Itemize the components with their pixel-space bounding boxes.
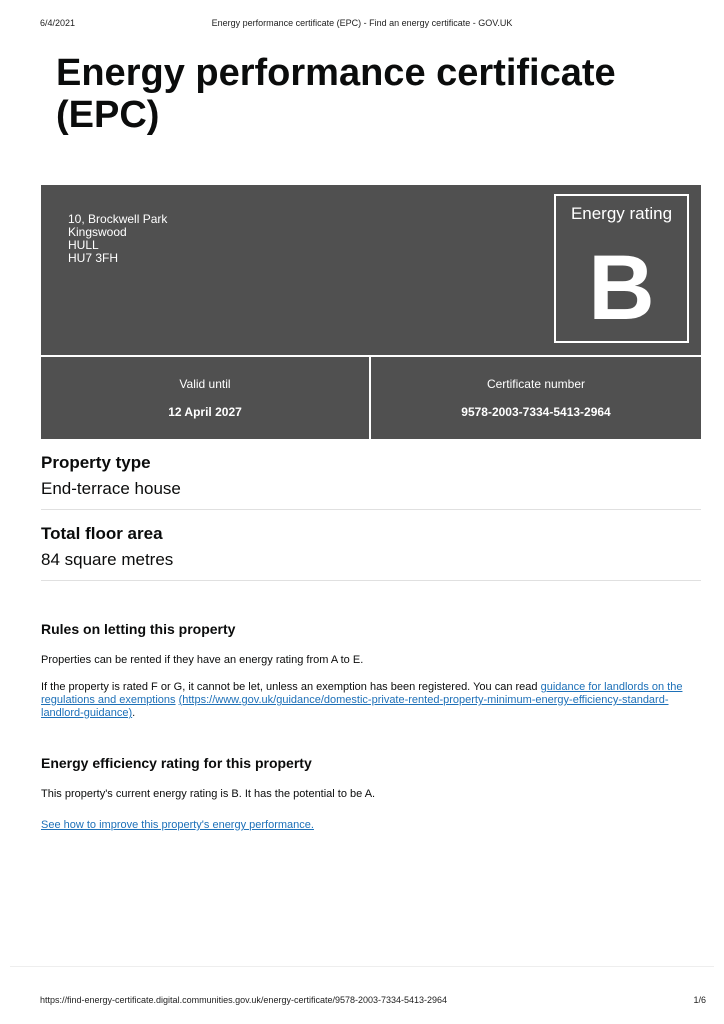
certificate-number-label: Certificate number <box>486 377 586 391</box>
print-date: 6/4/2021 <box>40 18 76 28</box>
floor-area-section <box>41 524 701 570</box>
valid-until-date: 12 April 2027 <box>168 405 242 419</box>
floor-area-value: 84 square metres <box>41 550 174 569</box>
epc-summary-box <box>41 185 701 439</box>
property-address <box>68 213 167 265</box>
landlord-guidance-link[interactable]: guidance for landlords on the regulations and exemptions <box>41 681 683 706</box>
floor-area-label: Total floor area <box>41 524 163 543</box>
rules-p2-suffix: . <box>132 707 136 719</box>
efficiency-heading: Energy efficiency rating for this property <box>41 755 312 771</box>
rules-paragraph-2 <box>41 681 701 720</box>
improve-link-paragraph <box>41 819 701 832</box>
divider <box>41 580 701 581</box>
print-footer <box>40 995 706 1005</box>
page-title: Energy performance certificate (EPC) <box>56 52 616 136</box>
landlord-guidance-url[interactable]: (https://www.gov.uk/guidance/domestic-private-rented-property-minimum-energy-efficiency-standard-landlord-guidance) <box>41 694 669 719</box>
improve-performance-link[interactable]: See how to improve this property's energy performance. <box>41 819 314 831</box>
energy-rating-box <box>554 194 689 343</box>
address-postcode: HU7 3FH <box>68 251 119 265</box>
page-number: 1/6 <box>693 995 706 1005</box>
footer-divider <box>10 966 714 967</box>
address-line-2: Kingswood <box>68 225 127 239</box>
valid-until-label: Valid until <box>179 377 231 391</box>
print-footer-url: https://find-energy-certificate.digital.communities.gov.uk/energy-certificate/9578-2003-7334-5413-2964 <box>40 995 448 1005</box>
print-title: Energy performance certificate (EPC) - Find an energy certificate - GOV.UK <box>211 18 513 28</box>
valid-until-cell <box>41 357 371 441</box>
certificate-number-cell <box>371 357 701 441</box>
address-line-1: 10, Brockwell Park <box>68 212 168 226</box>
certificate-number-value: 9578-2003-7334-5413-2964 <box>461 405 611 419</box>
rules-p2-prefix: If the property is rated F or G, it cannot be let, unless an exemption has been registered. You can read <box>41 681 541 693</box>
rules-heading: Rules on letting this property <box>41 621 236 637</box>
certificate-details-row <box>41 355 701 441</box>
energy-rating-letter: B <box>588 237 655 339</box>
property-type-section <box>41 453 701 499</box>
property-type-value: End-terrace house <box>41 479 181 498</box>
divider <box>41 509 701 510</box>
rules-paragraph-1: Properties can be rented if they have an energy rating from A to E. <box>41 654 364 666</box>
property-type-label: Property type <box>41 453 151 472</box>
efficiency-paragraph: This property's current energy rating is B. It has the potential to be A. <box>41 788 376 800</box>
energy-rating-label: Energy rating <box>570 204 673 223</box>
address-line-3: HULL <box>68 238 99 252</box>
